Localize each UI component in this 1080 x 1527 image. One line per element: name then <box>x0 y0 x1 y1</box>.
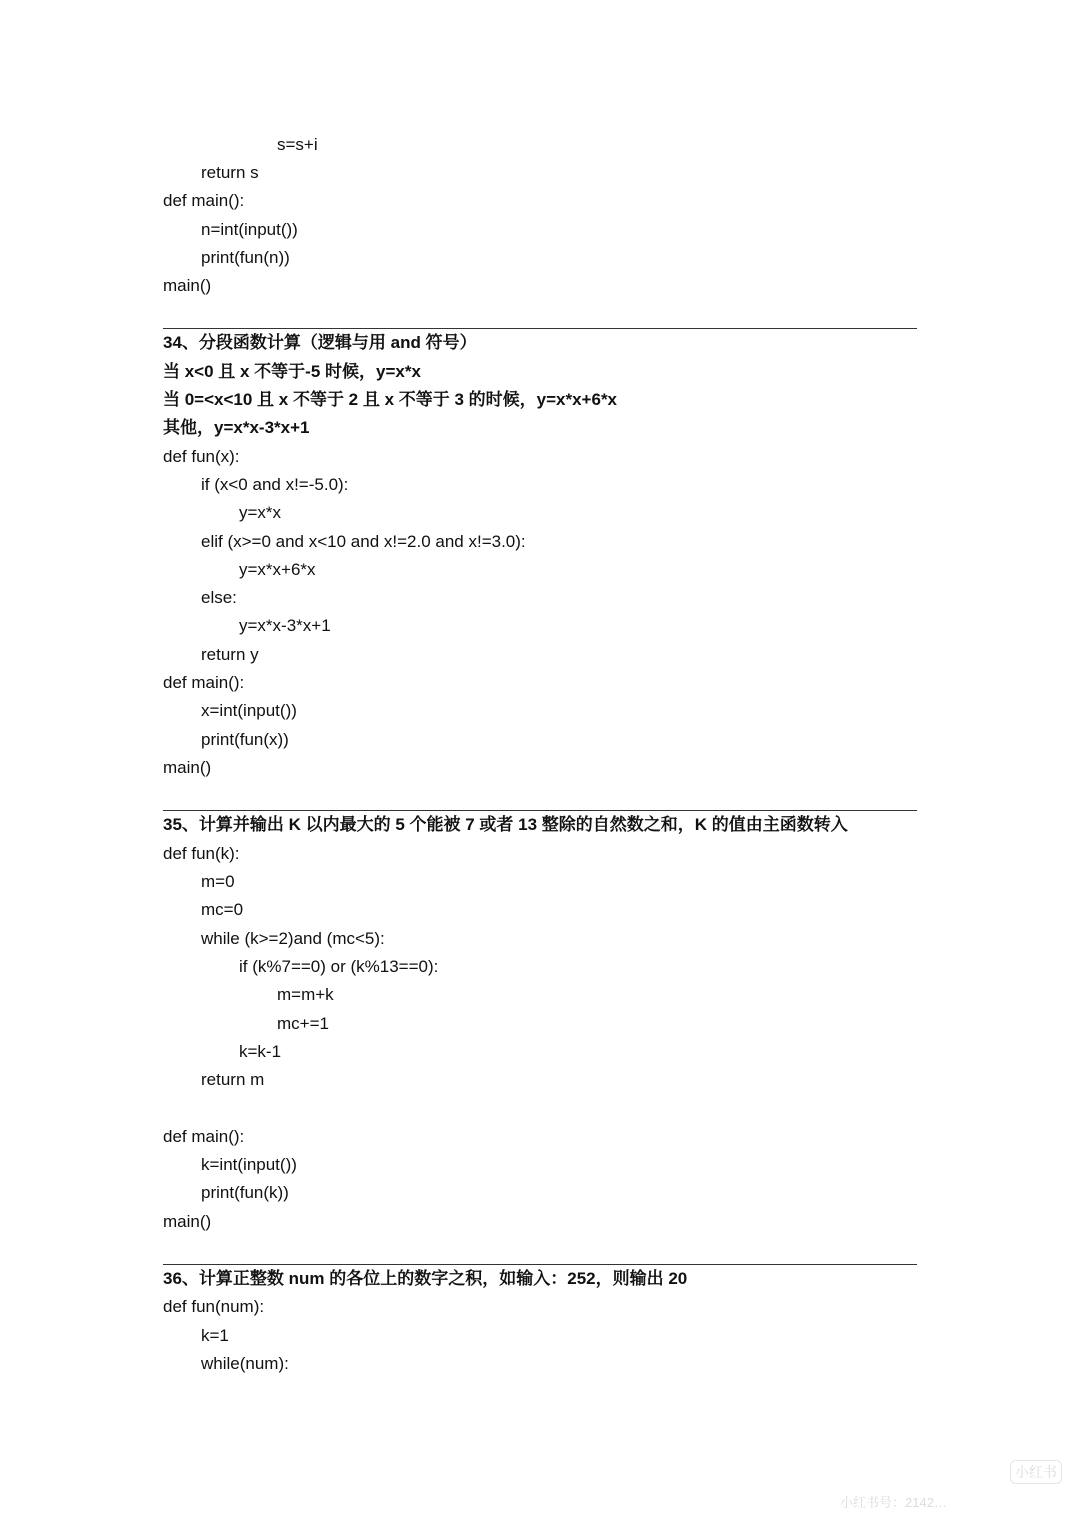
watermark-logo: 小红书 <box>1010 1460 1062 1484</box>
code-line: if (x<0 and x!=-5.0): <box>201 475 349 494</box>
code-line: if (k%7==0) or (k%13==0): <box>239 957 439 976</box>
section-description: 当 x<0 且 x 不等于-5 时候，y=x*x <box>163 362 421 381</box>
code-line: main() <box>163 758 212 777</box>
code-line: def fun(k): <box>163 844 240 863</box>
section-description: 当 0=<x<10 且 x 不等于 2 且 x 不等于 3 的时候，y=x*x+6*x <box>163 390 618 409</box>
code-line: k=int(input()) <box>201 1155 297 1174</box>
code-line: n=int(input()) <box>201 220 298 239</box>
code-line: y=x*x <box>239 503 282 522</box>
code-line: print(fun(x)) <box>201 730 289 749</box>
section-title: 36、计算正整数 num 的各位上的数字之积，如输入：252，则输出 20 <box>163 1269 688 1288</box>
section-title: 34、分段函数计算（逻辑与用 and 符号） <box>163 333 477 352</box>
code-line: def fun(x): <box>163 447 240 466</box>
code-line: m=0 <box>201 872 235 891</box>
code-line: def fun(num): <box>163 1297 265 1316</box>
code-line: return s <box>201 163 259 182</box>
code-line: else: <box>201 588 237 607</box>
watermark-text: 小红书号：2142… <box>840 1495 947 1510</box>
code-line: elif (x>=0 and x<10 and x!=2.0 and x!=3.0): <box>201 532 526 551</box>
code-line: return y <box>201 645 259 664</box>
section-title: 35、计算并输出 K 以内最大的 5 个能被 7 或者 13 整除的自然数之和，K 的值由主函数转入 <box>163 815 848 834</box>
code-line: s=s+i <box>277 135 318 154</box>
code-line: x=int(input()) <box>201 701 297 720</box>
code-line: print(fun(k)) <box>201 1183 289 1202</box>
code-line: mc+=1 <box>277 1014 329 1033</box>
code-line: main() <box>163 276 212 295</box>
code-line: y=x*x+6*x <box>239 560 316 579</box>
code-line: mc=0 <box>201 900 244 919</box>
code-line: m=m+k <box>277 985 334 1004</box>
code-line: while (k>=2)and (mc<5): <box>201 929 385 948</box>
code-line: return m <box>201 1070 265 1089</box>
code-line: while(num): <box>201 1354 289 1373</box>
code-line: def main(): <box>163 673 245 692</box>
code-line: def main(): <box>163 1127 245 1146</box>
section-description: 其他，y=x*x-3*x+1 <box>163 418 310 437</box>
code-line: print(fun(n)) <box>201 248 290 267</box>
code-line: k=1 <box>201 1326 229 1345</box>
code-line: def main(): <box>163 191 245 210</box>
code-line: k=k-1 <box>239 1042 282 1061</box>
code-line: main() <box>163 1212 212 1231</box>
code-line: y=x*x-3*x+1 <box>239 616 331 635</box>
